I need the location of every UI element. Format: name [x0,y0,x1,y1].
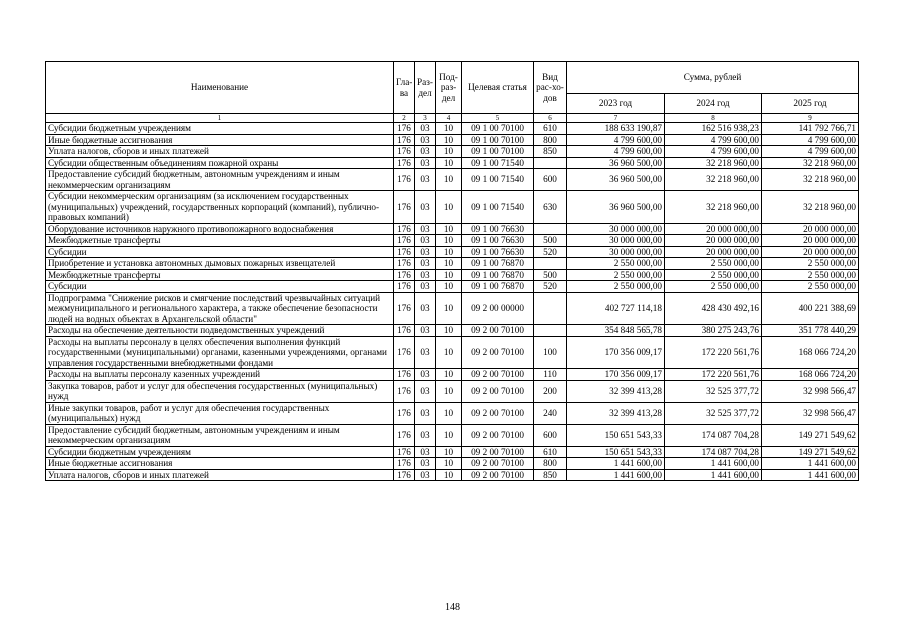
cell-vid: 630 [534,191,567,224]
table-row [46,369,859,381]
cell-sum-2024: 428 430 492,16 [665,292,762,325]
table-body [46,123,859,481]
cell-name: Расходы на выплаты персоналу в целях обеспечения выполнения функций государственными (муниципальными) органами, казенными учреждениями, органами управления государственными внебюджетными фондами [46,336,394,369]
table-row [46,146,859,158]
cell-glava: 176 [394,281,415,293]
cell-sum-2025: 1 441 600,00 [762,458,859,470]
cell-sum-2025: 168 066 724,20 [762,336,859,369]
cell-podrazdel: 10 [436,169,462,191]
cell-podrazdel: 10 [436,281,462,293]
cell-target: 09 1 00 76870 [462,258,534,270]
table-row [46,424,859,446]
header-2023: 2023 год [567,94,665,114]
cell-name: Межбюджетные трансферты [46,269,394,281]
cell-podrazdel: 10 [436,380,462,402]
cell-name: Расходы на выплаты персоналу казенных учреждений [46,369,394,381]
cell-sum-2023: 354 848 565,78 [567,325,665,337]
cell-glava: 176 [394,369,415,381]
header-vid: Вид рас-хо-дов [534,62,567,114]
cell-razdel: 03 [415,369,436,381]
cell-sum-2024: 1 441 600,00 [665,469,762,481]
cell-sum-2024: 32 218 960,00 [665,191,762,224]
cell-glava: 176 [394,292,415,325]
header-2025: 2025 год [762,94,859,114]
cell-podrazdel: 10 [436,336,462,369]
cell-podrazdel: 10 [436,146,462,158]
table-row [46,223,859,235]
cell-target: 09 2 00 70100 [462,402,534,424]
cell-podrazdel: 10 [436,325,462,337]
cell-sum-2024: 32 218 960,00 [665,169,762,191]
table-header [46,62,859,123]
table-row [46,235,859,247]
cell-vid: 850 [534,469,567,481]
col-num: 1 [46,114,394,123]
table-row [46,336,859,369]
cell-sum-2024: 32 525 377,72 [665,380,762,402]
cell-vid: 520 [534,246,567,258]
cell-sum-2024: 20 000 000,00 [665,223,762,235]
cell-target: 09 1 00 71540 [462,157,534,169]
cell-razdel: 03 [415,336,436,369]
cell-sum-2025: 32 998 566,47 [762,402,859,424]
cell-name: Субсидии бюджетным учреждениям [46,123,394,135]
cell-sum-2023: 150 651 543,33 [567,446,665,458]
table-row [46,469,859,481]
col-num: 7 [567,114,665,123]
cell-podrazdel: 10 [436,123,462,135]
cell-sum-2025: 32 218 960,00 [762,191,859,224]
cell-name: Приобретение и установка автономных дымовых пожарных извещателей [46,258,394,270]
cell-sum-2024: 174 087 704,28 [665,446,762,458]
cell-name: Межбюджетные трансферты [46,235,394,247]
cell-razdel: 03 [415,246,436,258]
cell-sum-2023: 4 799 600,00 [567,146,665,158]
cell-razdel: 03 [415,191,436,224]
cell-razdel: 03 [415,402,436,424]
cell-target: 09 1 00 70100 [462,146,534,158]
cell-target: 09 2 00 70100 [462,380,534,402]
budget-table [45,61,859,481]
cell-sum-2025: 141 792 766,71 [762,123,859,135]
cell-target: 09 2 00 70100 [462,469,534,481]
cell-target: 09 1 00 76630 [462,235,534,247]
col-num: 5 [462,114,534,123]
col-num: 8 [665,114,762,123]
cell-name: Иные закупки товаров, работ и услуг для обеспечения государственных (муниципальных) нужд [46,402,394,424]
col-num: 4 [436,114,462,123]
cell-glava: 176 [394,325,415,337]
cell-razdel: 03 [415,157,436,169]
cell-target: 09 2 00 70100 [462,424,534,446]
cell-glava: 176 [394,157,415,169]
cell-target: 09 1 00 76870 [462,269,534,281]
cell-razdel: 03 [415,223,436,235]
cell-sum-2025: 168 066 724,20 [762,369,859,381]
cell-sum-2024: 32 218 960,00 [665,157,762,169]
cell-sum-2024: 380 275 243,76 [665,325,762,337]
cell-target: 09 2 00 70100 [462,325,534,337]
cell-vid: 500 [534,235,567,247]
cell-vid: 600 [534,424,567,446]
cell-sum-2024: 2 550 000,00 [665,269,762,281]
cell-podrazdel: 10 [436,292,462,325]
table-row [46,446,859,458]
cell-podrazdel: 10 [436,258,462,270]
cell-glava: 176 [394,191,415,224]
table-row [46,269,859,281]
table-row [46,169,859,191]
cell-razdel: 03 [415,123,436,135]
cell-name: Субсидии бюджетным учреждениям [46,446,394,458]
cell-vid: 800 [534,458,567,470]
table-row [46,123,859,135]
col-num: 9 [762,114,859,123]
cell-razdel: 03 [415,458,436,470]
cell-vid: 610 [534,446,567,458]
cell-glava: 176 [394,402,415,424]
cell-vid: 200 [534,380,567,402]
table-row [46,246,859,258]
cell-podrazdel: 10 [436,235,462,247]
cell-sum-2023: 36 960 500,00 [567,157,665,169]
cell-glava: 176 [394,336,415,369]
cell-sum-2024: 32 525 377,72 [665,402,762,424]
cell-vid [534,223,567,235]
cell-podrazdel: 10 [436,402,462,424]
cell-sum-2024: 4 799 600,00 [665,134,762,146]
table-row [46,134,859,146]
cell-sum-2025: 4 799 600,00 [762,146,859,158]
table-row [46,325,859,337]
header-name: Наименование [46,62,394,114]
cell-sum-2025: 2 550 000,00 [762,281,859,293]
cell-vid [534,258,567,270]
cell-name: Предоставление субсидий бюджетным, автономным учреждениям и иным некоммерческим организациям [46,424,394,446]
col-num: 6 [534,114,567,123]
cell-sum-2023: 36 960 500,00 [567,169,665,191]
cell-podrazdel: 10 [436,446,462,458]
header-razdel: Раз-дел [415,62,436,114]
header-glava: Гла-ва [394,62,415,114]
cell-podrazdel: 10 [436,134,462,146]
cell-glava: 176 [394,134,415,146]
cell-sum-2024: 4 799 600,00 [665,146,762,158]
cell-sum-2025: 20 000 000,00 [762,235,859,247]
cell-target: 09 2 00 70100 [462,369,534,381]
cell-target: 09 2 00 00000 [462,292,534,325]
cell-sum-2025: 351 778 440,29 [762,325,859,337]
cell-target: 09 1 00 76630 [462,246,534,258]
cell-name: Расходы на обеспечение деятельности подведомственных учреждений [46,325,394,337]
cell-name: Закупка товаров, работ и услуг для обеспечения государственных (муниципальных) нужд [46,380,394,402]
cell-name: Уплата налогов, сборов и иных платежей [46,146,394,158]
cell-podrazdel: 10 [436,424,462,446]
cell-glava: 176 [394,123,415,135]
header-sum: Сумма, рублей [567,62,859,94]
cell-sum-2023: 30 000 000,00 [567,246,665,258]
cell-name: Субсидии общественным объединениям пожарной охраны [46,157,394,169]
cell-sum-2025: 20 000 000,00 [762,246,859,258]
cell-glava: 176 [394,169,415,191]
cell-sum-2023: 2 550 000,00 [567,258,665,270]
cell-sum-2025: 149 271 549,62 [762,424,859,446]
cell-razdel: 03 [415,424,436,446]
cell-sum-2024: 174 087 704,28 [665,424,762,446]
cell-razdel: 03 [415,292,436,325]
table-row [46,402,859,424]
header-podrazdel: Под-раз-дел [436,62,462,114]
cell-sum-2024: 172 220 561,76 [665,336,762,369]
cell-sum-2025: 149 271 549,62 [762,446,859,458]
cell-sum-2023: 1 441 600,00 [567,458,665,470]
cell-vid: 520 [534,281,567,293]
cell-glava: 176 [394,223,415,235]
cell-target: 09 1 00 70100 [462,134,534,146]
cell-sum-2023: 2 550 000,00 [567,281,665,293]
cell-sum-2024: 20 000 000,00 [665,246,762,258]
table-row [46,191,859,224]
column-number-row [46,114,859,123]
cell-glava: 176 [394,258,415,270]
table-row [46,157,859,169]
cell-target: 09 1 00 71540 [462,169,534,191]
cell-sum-2023: 4 799 600,00 [567,134,665,146]
cell-name: Иные бюджетные ассигнования [46,458,394,470]
cell-sum-2023: 1 441 600,00 [567,469,665,481]
cell-name: Предоставление субсидий бюджетным, автономным учреждениям и иным некоммерческим организациям [46,169,394,191]
cell-sum-2023: 188 633 190,87 [567,123,665,135]
cell-podrazdel: 10 [436,269,462,281]
cell-razdel: 03 [415,325,436,337]
cell-razdel: 03 [415,169,436,191]
cell-target: 09 2 00 70100 [462,336,534,369]
cell-vid: 100 [534,336,567,369]
cell-podrazdel: 10 [436,223,462,235]
cell-vid: 850 [534,146,567,158]
cell-podrazdel: 10 [436,469,462,481]
cell-vid: 800 [534,134,567,146]
cell-target: 09 1 00 71540 [462,191,534,224]
cell-sum-2025: 1 441 600,00 [762,469,859,481]
cell-name: Субсидии некоммерческим организациям (за исключением государственных (муниципальных) учреждений, государственных корпораций (компаний), публично-правовых компаний) [46,191,394,224]
table-row [46,292,859,325]
cell-target: 09 1 00 76870 [462,281,534,293]
cell-sum-2025: 32 218 960,00 [762,169,859,191]
table-row [46,458,859,470]
cell-name: Подпрограмма "Снижение рисков и смягчение последствий чрезвычайных ситуаций межмуниципального и регионального характера, а также обеспечение безопасности людей на водных объектах в Архангельской области" [46,292,394,325]
cell-vid: 600 [534,169,567,191]
cell-sum-2023: 30 000 000,00 [567,235,665,247]
cell-glava: 176 [394,380,415,402]
cell-sum-2023: 30 000 000,00 [567,223,665,235]
cell-vid [534,157,567,169]
cell-sum-2023: 402 727 114,18 [567,292,665,325]
cell-sum-2023: 32 399 413,28 [567,380,665,402]
cell-glava: 176 [394,269,415,281]
cell-razdel: 03 [415,469,436,481]
cell-sum-2025: 2 550 000,00 [762,258,859,270]
cell-name: Субсидии [46,246,394,258]
cell-glava: 176 [394,246,415,258]
cell-sum-2023: 2 550 000,00 [567,269,665,281]
cell-podrazdel: 10 [436,191,462,224]
header-2024: 2024 год [665,94,762,114]
cell-sum-2023: 170 356 009,17 [567,369,665,381]
cell-vid: 240 [534,402,567,424]
cell-glava: 176 [394,458,415,470]
table-row [46,380,859,402]
cell-vid: 610 [534,123,567,135]
cell-glava: 176 [394,469,415,481]
cell-name: Иные бюджетные ассигнования [46,134,394,146]
cell-razdel: 03 [415,146,436,158]
cell-sum-2025: 32 998 566,47 [762,380,859,402]
cell-name: Уплата налогов, сборов и иных платежей [46,469,394,481]
cell-podrazdel: 10 [436,246,462,258]
cell-podrazdel: 10 [436,157,462,169]
cell-name: Субсидии [46,281,394,293]
cell-target: 09 1 00 76630 [462,223,534,235]
cell-razdel: 03 [415,281,436,293]
cell-target: 09 1 00 70100 [462,123,534,135]
cell-sum-2025: 4 799 600,00 [762,134,859,146]
cell-razdel: 03 [415,446,436,458]
col-num: 3 [415,114,436,123]
cell-vid [534,292,567,325]
cell-razdel: 03 [415,134,436,146]
cell-sum-2023: 36 960 500,00 [567,191,665,224]
header-target: Целевая статья [462,62,534,114]
cell-vid: 500 [534,269,567,281]
cell-sum-2024: 162 516 938,23 [665,123,762,135]
cell-sum-2023: 150 651 543,33 [567,424,665,446]
cell-sum-2025: 2 550 000,00 [762,269,859,281]
cell-name: Оборудование источников наружного противопожарного водоснабжения [46,223,394,235]
table-row [46,258,859,270]
cell-sum-2024: 1 441 600,00 [665,458,762,470]
cell-sum-2023: 32 399 413,28 [567,402,665,424]
cell-vid: 110 [534,369,567,381]
table-row [46,281,859,293]
cell-sum-2024: 20 000 000,00 [665,235,762,247]
cell-sum-2025: 20 000 000,00 [762,223,859,235]
cell-razdel: 03 [415,380,436,402]
cell-target: 09 2 00 70100 [462,458,534,470]
cell-sum-2024: 2 550 000,00 [665,258,762,270]
cell-vid [534,325,567,337]
col-num: 2 [394,114,415,123]
cell-glava: 176 [394,446,415,458]
cell-glava: 176 [394,146,415,158]
cell-glava: 176 [394,424,415,446]
cell-podrazdel: 10 [436,369,462,381]
cell-razdel: 03 [415,269,436,281]
cell-glava: 176 [394,235,415,247]
cell-sum-2023: 170 356 009,17 [567,336,665,369]
cell-sum-2024: 2 550 000,00 [665,281,762,293]
cell-sum-2025: 32 218 960,00 [762,157,859,169]
cell-razdel: 03 [415,235,436,247]
cell-target: 09 2 00 70100 [462,446,534,458]
page-number: 148 [445,602,460,613]
cell-podrazdel: 10 [436,458,462,470]
cell-sum-2025: 400 221 388,69 [762,292,859,325]
cell-razdel: 03 [415,258,436,270]
cell-sum-2024: 172 220 561,76 [665,369,762,381]
